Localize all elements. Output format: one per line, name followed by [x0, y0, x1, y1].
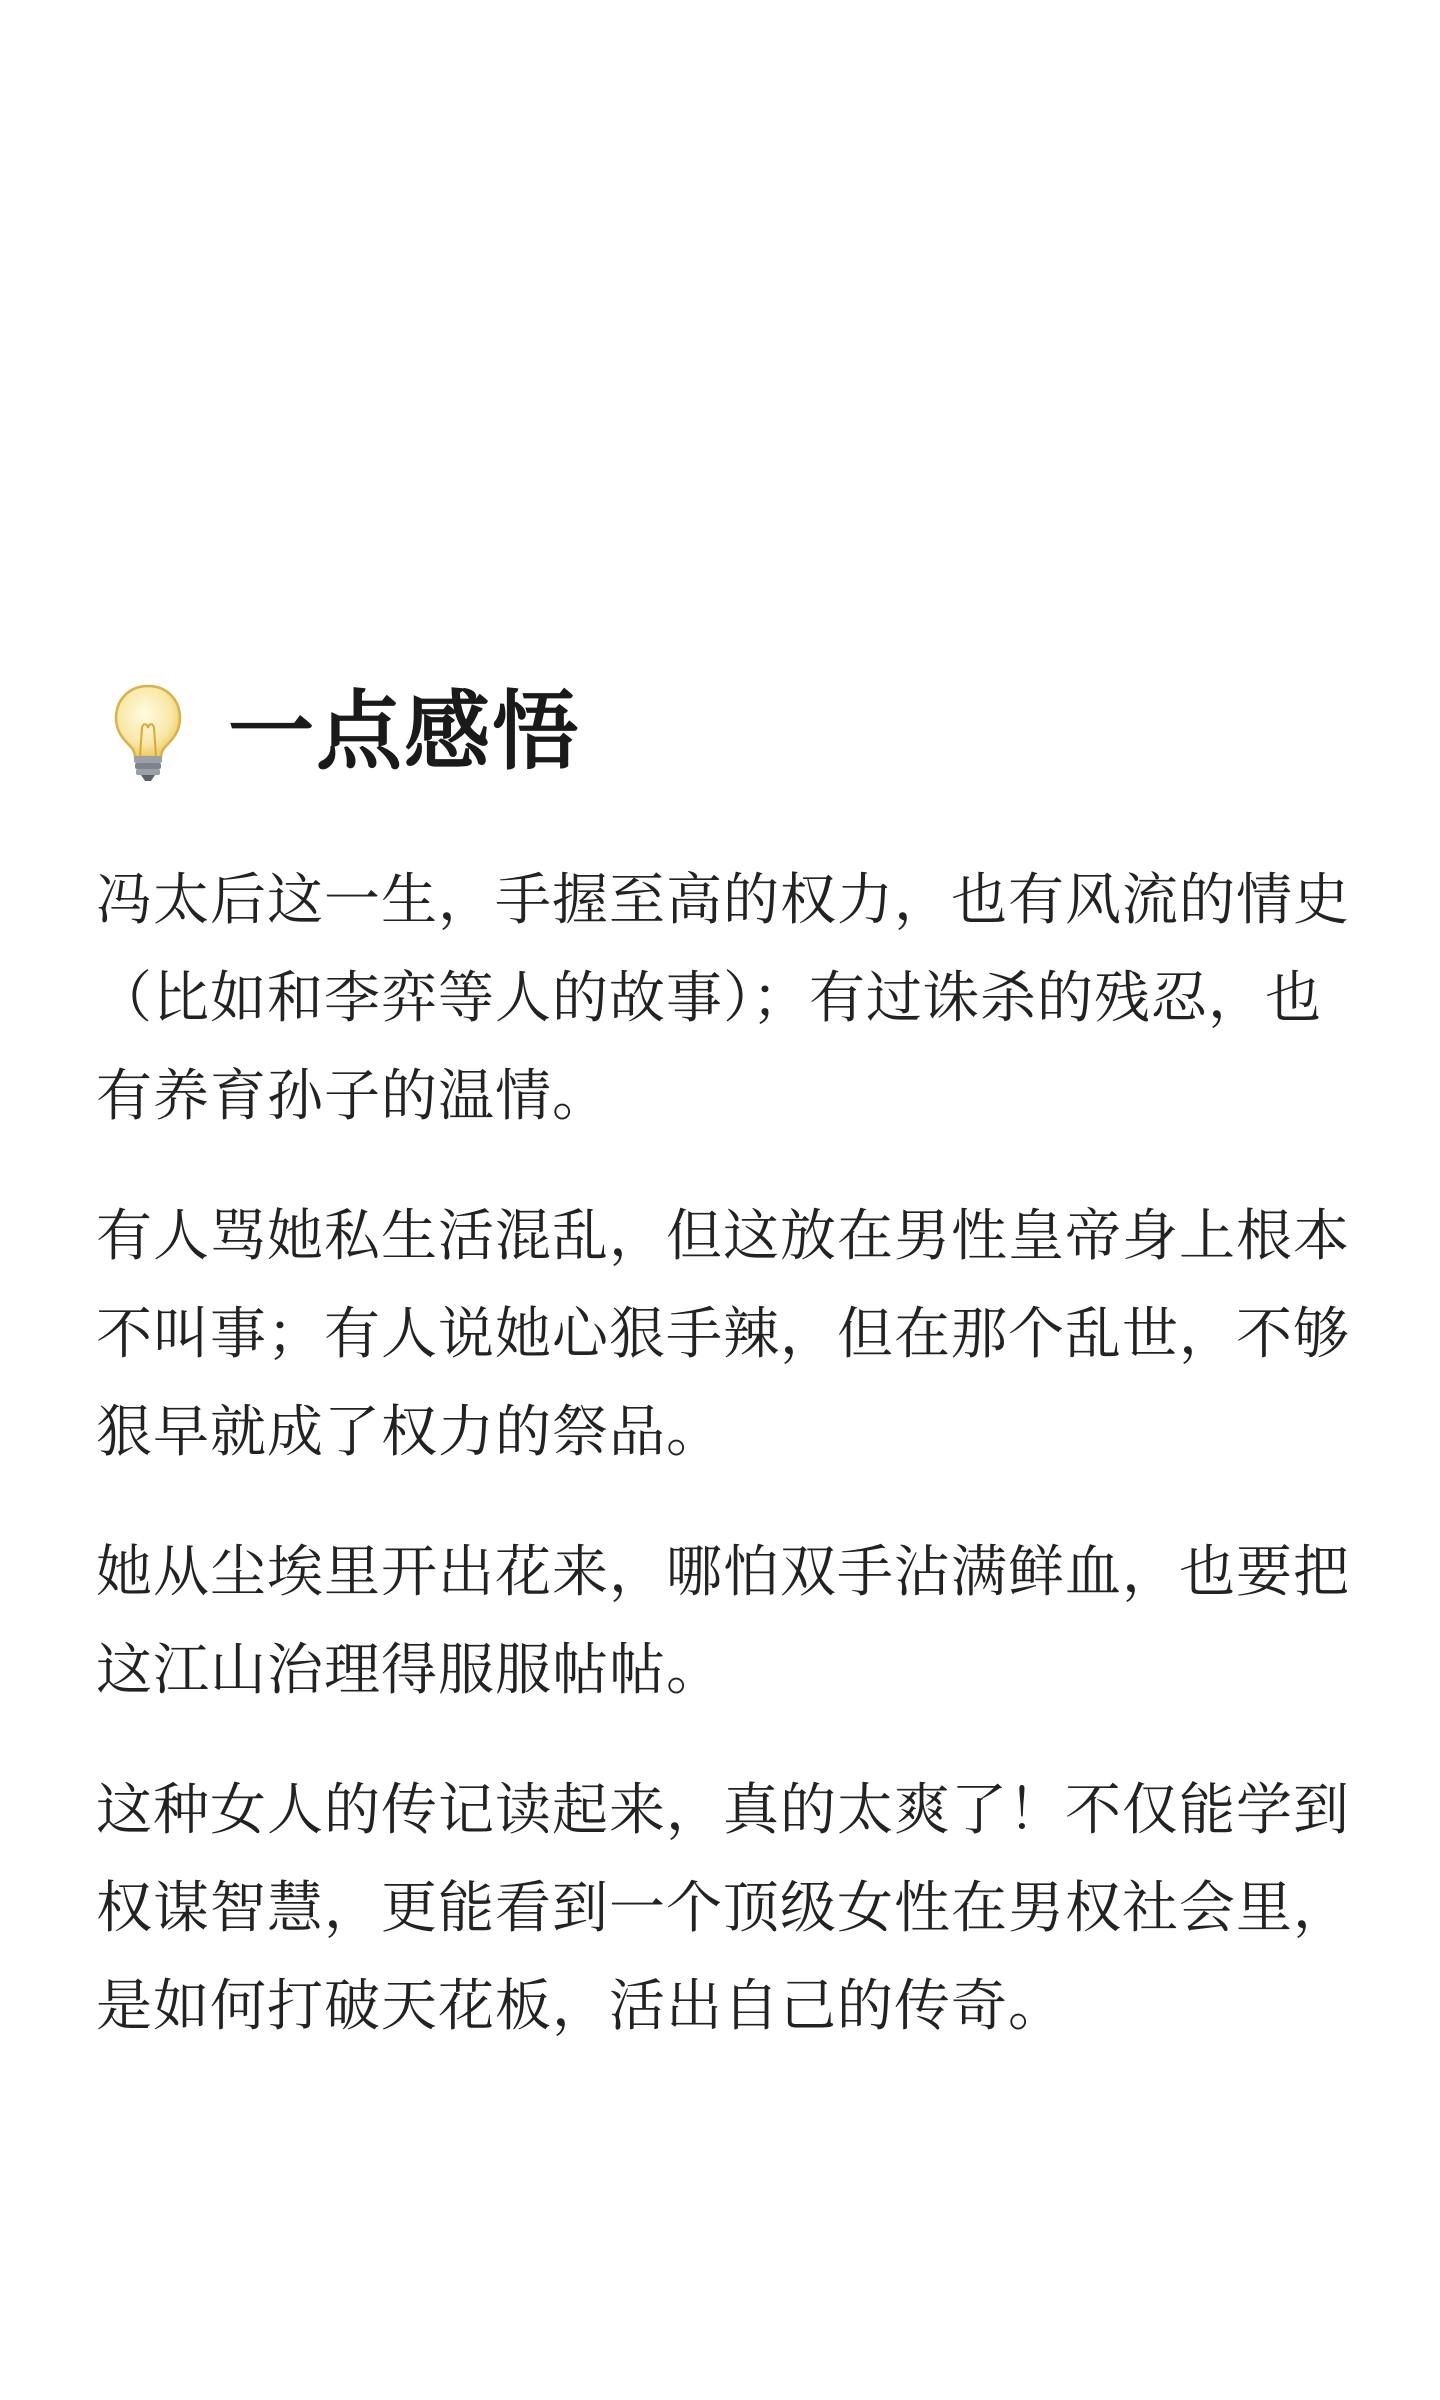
paragraph-line: 权谋智慧，更能看到一个顶级女性在男权社会里，: [96, 1876, 1350, 1941]
paragraph-line: 不叫事；有人说她心狠手辣，但在那个乱世，不够: [96, 1302, 1350, 1367]
paragraph-line: 冯太后这一生，手握至高的权力，也有风流的情史: [96, 868, 1350, 933]
paragraph-line: 这种女人的传记读起来，真的太爽了！不仅能学到: [96, 1778, 1350, 1843]
paragraph: [96, 1524, 1356, 1720]
article-body: [96, 852, 1356, 2098]
paragraph-line: （比如和李弈等人的故事）；有过诛杀的残忍，也: [96, 966, 1322, 1031]
paragraph-line: 狠早就成了权力的祭品。: [96, 1400, 723, 1465]
paragraph-line: 这江山治理得服服帖帖。: [96, 1638, 723, 1703]
paragraph-line: 有人骂她私生活混乱，但这放在男性皇帝身上根本: [96, 1204, 1350, 1269]
paragraph: [96, 1188, 1356, 1482]
paragraph: [96, 852, 1356, 1146]
paragraph: [96, 1762, 1356, 2056]
lightbulb-icon: [112, 682, 184, 782]
paragraph-line: 她从尘埃里开出花来，哪怕双手沾满鲜血，也要把: [96, 1540, 1350, 1605]
paragraph-line: 是如何打破天花板，活出自己的传奇。: [96, 1974, 1065, 2039]
section-heading: [112, 682, 580, 782]
heading-title: 一点感悟: [228, 682, 580, 782]
paragraph-line: 有养育孙子的温情。: [96, 1064, 609, 1129]
